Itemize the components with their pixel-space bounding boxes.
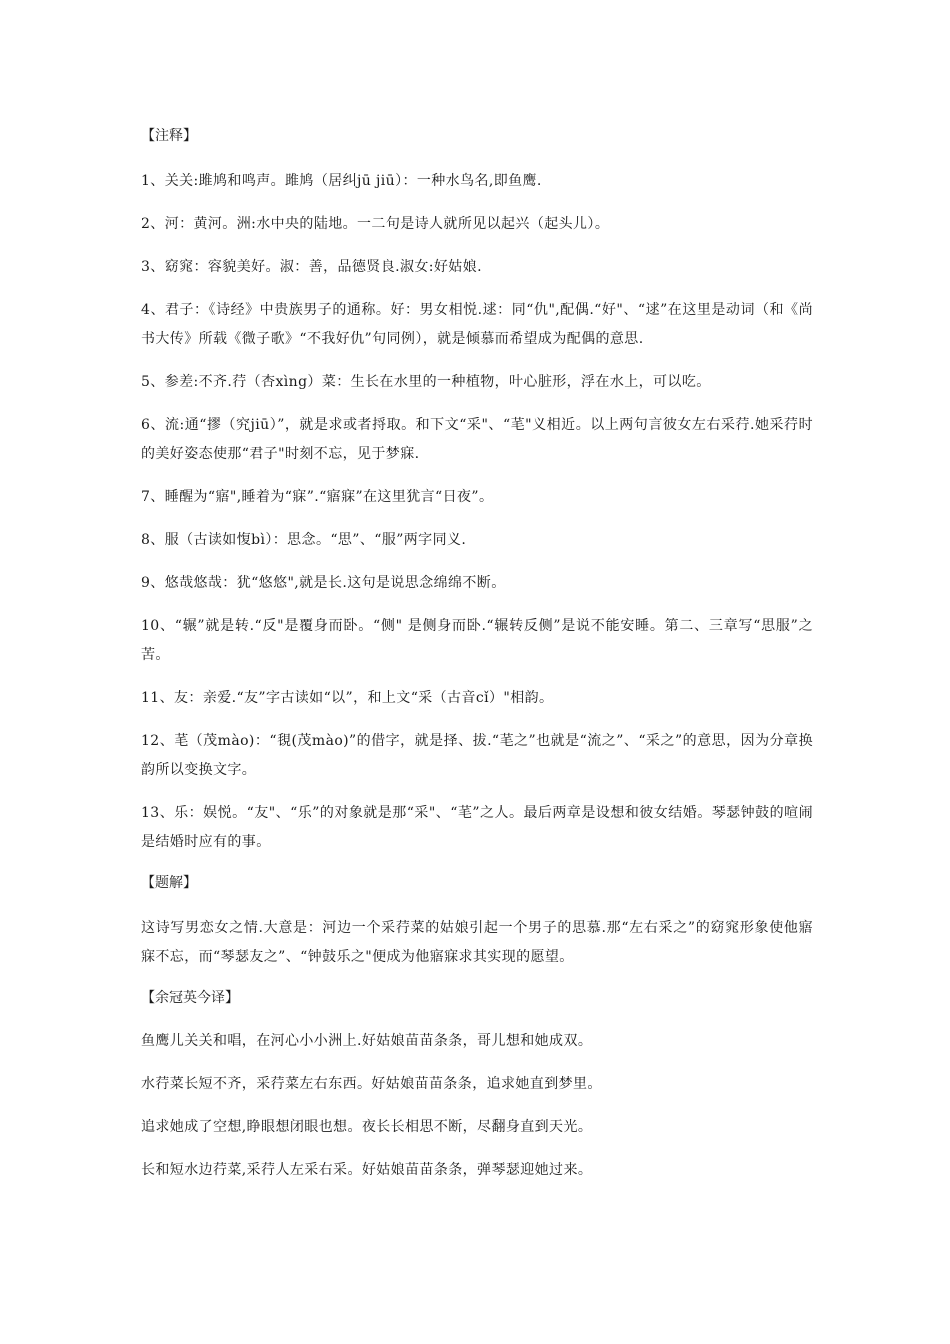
translation-line-2: 水荇菜长短不齐，采荇菜左右东西。好姑娘苗苗条条，追求她直到梦里。 [141,1076,602,1092]
note-item-1: 1、关关:雎鸠和鸣声。雎鸠（居纠jū jiū）：一种水鸟名,即鱼鹰. [141,173,542,189]
note-item-11: 11、友：亲爱.“友”字古读如“以”，和上文“采（古音cǐ）"相韵。 [141,690,554,706]
translation-line-1: 鱼鹰儿关关和唱，在河心小小洲上.好姑娘苗苗条条，哥儿想和她成双。 [141,1033,593,1049]
note-item-8: 8、服（古读如愎bì）：思念。“思”、“服”两字同义. [141,532,467,548]
translation-line-3: 追求她成了空想,睁眼想闭眼也想。夜长长相思不断，尽翻身直到天光。 [141,1119,593,1135]
note-item-5: 5、参差:不齐.荇（杏xìng）菜：生长在水里的一种植物，叶心脏形，浮在水上，可以吃。 [141,374,711,390]
note-item-3: 3、窈窕：容貌美好。淑：善，品德贤良.淑女:好姑娘. [141,259,482,275]
note-item-10: 10、“辗”就是转.“反"是覆身而卧。“侧" 是侧身而卧.“辗转反侧”是说不能安睡。第二、三章写“思服”之苦。 [141,618,813,663]
note-item-9: 9、悠哉悠哉：犹“悠悠",就是长.这句是说思念绵绵不断。 [141,575,506,591]
note-item-12: 12、芼（茂mào)：“覒(茂mào)”的借字，就是择、拔.“芼之”也就是“流之”、“采之”的意思，因为分章换韵所以变换文字。 [141,733,813,778]
notes-heading: 【注释】 [141,128,197,144]
note-item-4: 4、君子：《诗经》中贵族男子的通称。好：男女相悦.逑：同“仇",配偶.“好"、“逑”在这里是动词（和《尚书大传》所载《微子歌》“不我好仇”句同例），就是倾慕而希望成为配偶的意思. [141,302,813,347]
note-item-7: 7、睡醒为“寤",睡着为“寐”.“寤寐”在这里犹言“日夜”。 [141,489,494,505]
note-item-6: 6、流:通“摎（究jiū）”，就是求或者捋取。和下文“采"、“芼"义相近。以上两句言彼女左右采荇.她采荇时的美好姿态使那“君子"时刻不忘，见于梦寐. [141,417,813,462]
analysis-heading: 【题解】 [141,875,197,891]
note-item-2: 2、河：黄河。洲:水中央的陆地。一二句是诗人就所见以起兴（起头儿）。 [141,216,610,232]
translation-heading: 【余冠英今译】 [141,990,239,1006]
translation-line-4: 长和短水边荇菜,采荇人左采右采。好姑娘苗苗条条，弹琴瑟迎她过来。 [141,1162,593,1178]
analysis-paragraph: 这诗写男恋女之情.大意是：河边一个采荇菜的姑娘引起一个男子的思慕.那“左右采之”的窈窕形象使他寤寐不忘，而“琴瑟友之”、“钟鼓乐之"便成为他寤寐求其实现的愿望。 [141,920,813,965]
note-item-13: 13、乐：娱悦。“友"、“乐”的对象就是那“采"、“芼”之人。最后两章是设想和彼女结婚。琴瑟钟鼓的喧闹是结婚时应有的事。 [141,805,813,850]
document-body [141,124,813,1201]
